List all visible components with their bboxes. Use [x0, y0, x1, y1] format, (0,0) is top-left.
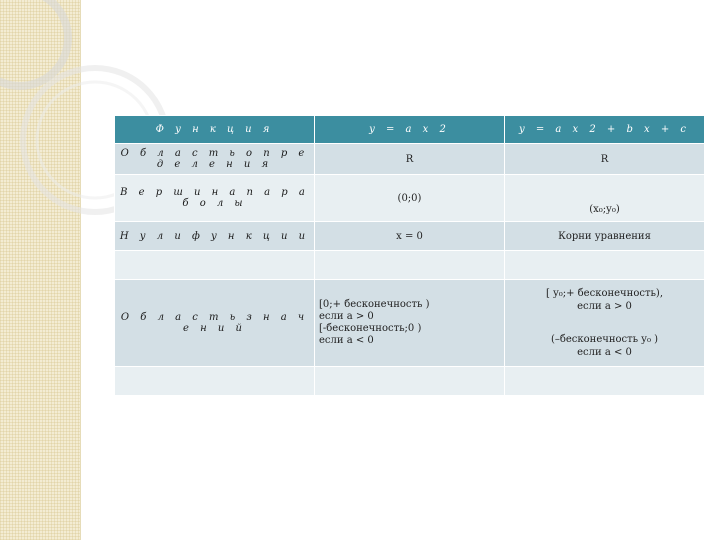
- range-line: [0;+ бесконечность ): [319, 299, 430, 310]
- header-simple-parabola: y = a x 2: [315, 116, 505, 144]
- empty-cell: [505, 251, 705, 280]
- row-label-range: О б л а с т ь з н а ч е н и й: [115, 280, 315, 367]
- range-line: если a < 0: [577, 347, 632, 358]
- empty-cell: [315, 367, 505, 396]
- empty-cell: [115, 367, 315, 396]
- cell-domain-simple: R: [315, 144, 505, 175]
- cell-zeros-general: Корни уравнения: [505, 222, 705, 251]
- table-row: [115, 367, 705, 396]
- empty-cell: [505, 367, 705, 396]
- range-line: [-бесконечность;0 ): [319, 323, 422, 334]
- table-row: [115, 222, 705, 251]
- range-line: [ y₀;+ бесконечность),: [545, 288, 663, 299]
- cell-zeros-simple: x = 0: [315, 222, 505, 251]
- table-row: [115, 251, 705, 280]
- row-label-domain: О б л а с т ь о п р е д е л е н и я: [115, 144, 315, 175]
- range-line: (–бесконечность y₀ ): [550, 334, 659, 345]
- cell-range-general: [505, 280, 705, 367]
- empty-cell: [315, 251, 505, 280]
- row-label-zeros: Н у л и ф у н к ц и и: [115, 222, 315, 251]
- comparison-table: [114, 115, 705, 396]
- header-general-parabola: y = a x 2 + b x + c: [505, 116, 705, 144]
- empty-cell: [115, 251, 315, 280]
- row-label-vertex: В е р ш и н а п а р а б о л ы: [115, 175, 315, 222]
- table-row: [115, 144, 705, 175]
- table-row: [115, 175, 705, 222]
- cell-domain-general: R: [505, 144, 705, 175]
- table-header-row: [115, 116, 705, 144]
- cell-vertex-general: (x₀;y₀): [505, 175, 705, 222]
- cell-range-simple: [315, 280, 505, 367]
- range-line: если a > 0: [319, 311, 374, 322]
- header-function-label: Ф у н к ц и я: [115, 116, 315, 144]
- range-line: если a < 0: [319, 335, 374, 346]
- table-row: [115, 280, 705, 367]
- range-line: если a > 0: [577, 301, 632, 312]
- cell-vertex-simple: (0;0): [315, 175, 505, 222]
- spacer: [509, 313, 700, 333]
